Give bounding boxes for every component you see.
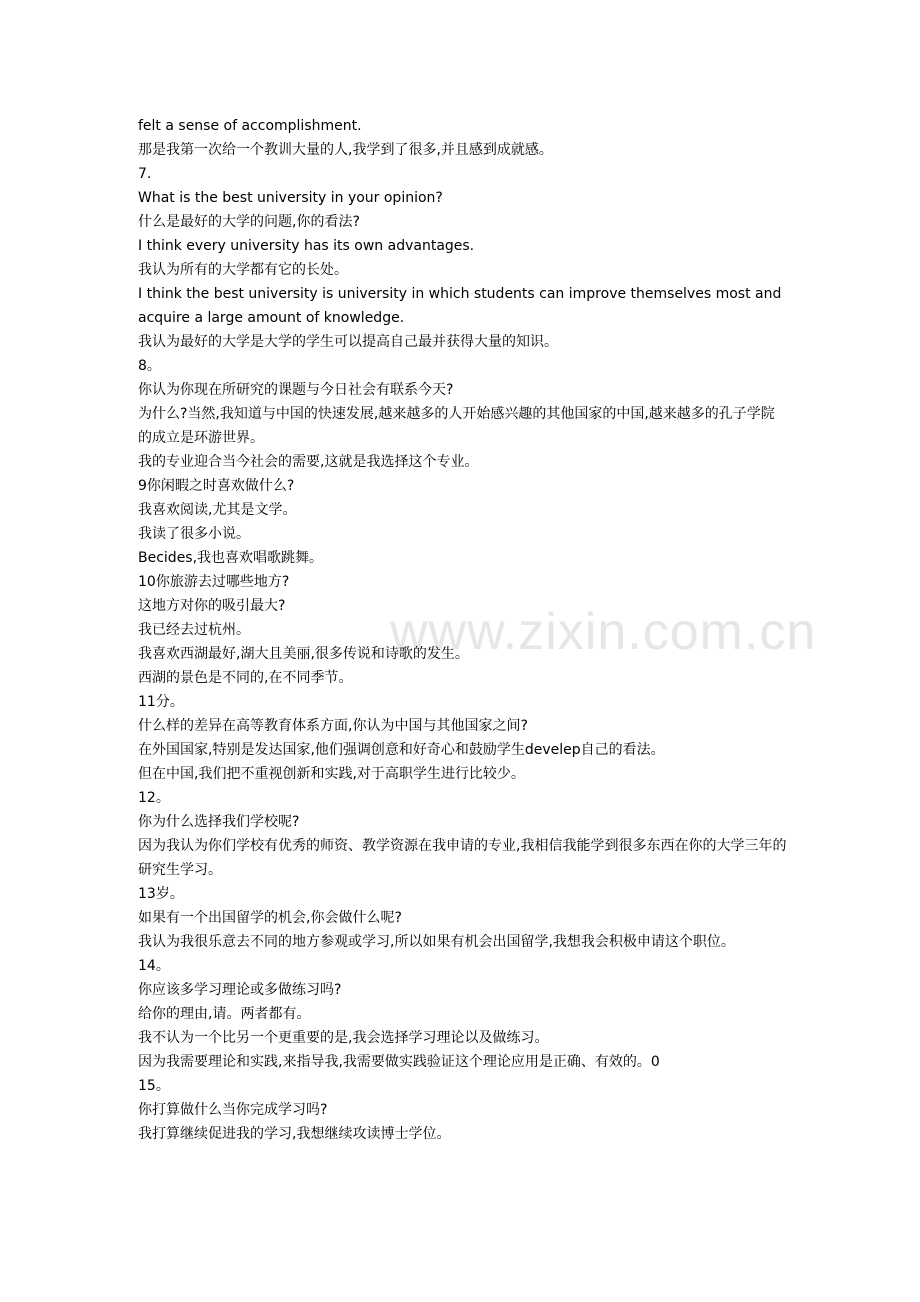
answer-text: 因为我认为你们学校有优秀的师资、教学资源在我申请的专业,我相信我能学到很多东西在你的大学三年的研究生学习。 <box>138 838 787 878</box>
answer-text: 我认为我很乐意去不同的地方参观或学习,所以如果有机会出国留学,我想我会积极申请这个职位。 <box>138 934 735 950</box>
question-text: 什么是最好的大学的问题,你的看法? <box>138 214 360 230</box>
answer-text: 我喜欢西湖最好,湖大且美丽,很多传说和诗歌的发生。 <box>138 646 469 662</box>
answer-text: 我已经去过杭州。 <box>138 622 250 638</box>
answer-text: I think the best university is university in which students can improve themselves most and acquire a large amount of knowledge. <box>138 286 782 326</box>
answer-text: 我的专业迎合当今社会的需要,这就是我选择这个专业。 <box>138 454 479 470</box>
answer-text: 我读了很多小说。 <box>138 526 250 542</box>
answer-text: I think every university has its own advantages. <box>138 238 475 254</box>
question-number: 8。 <box>138 358 161 374</box>
question-text: 你打算做什么当你完成学习吗? <box>138 1102 328 1118</box>
question-number: 12。 <box>138 790 170 806</box>
question-text: What is the best university in your opinion? <box>138 190 443 206</box>
answer-text: 我认为所有的大学都有它的长处。 <box>138 262 348 278</box>
text-line: 那是我第一次给一个教训大量的人,我学到了很多,并且感到成就感。 <box>138 142 553 158</box>
watermark: www.zixin.com.cn <box>390 603 817 661</box>
question-text: 如果有一个出国留学的机会,你会做什么呢? <box>138 910 402 926</box>
answer-text: 西湖的景色是不同的,在不同季节。 <box>138 670 353 686</box>
question-text: 什么样的差异在高等教育体系方面,你认为中国与其他国家之间? <box>138 718 528 734</box>
question-number: 14。 <box>138 958 170 974</box>
answer-text: 给你的理由,请。两者都有。 <box>138 1006 311 1022</box>
question-number: 7. <box>138 166 152 182</box>
question-number: 11分。 <box>138 694 184 710</box>
answer-text: 为什么?当然,我知道与中国的快速发展,越来越多的人开始感兴趣的其他国家的中国,越来越多的孔子学院的成立是环游世界。 <box>138 406 775 446</box>
answer-text: 我不认为一个比另一个更重要的是,我会选择学习理论以及做练习。 <box>138 1030 549 1046</box>
question-text: 你认为你现在所研究的课题与今日社会有联系今天? <box>138 382 454 398</box>
document-body <box>138 114 788 1146</box>
question-number: 15。 <box>138 1078 170 1094</box>
text-line: felt a sense of accomplishment. <box>138 118 362 134</box>
question-text: 你为什么选择我们学校呢? <box>138 814 300 830</box>
question-text: 这地方对你的吸引最大? <box>138 598 286 614</box>
question-text: 你应该多学习理论或多做练习吗? <box>138 982 342 998</box>
question-number: 13岁。 <box>138 886 184 902</box>
answer-text: Becides,我也喜欢唱歌跳舞。 <box>138 550 324 566</box>
question-text: 9你闲暇之时喜欢做什么? <box>138 478 295 494</box>
question-text: 10你旅游去过哪些地方? <box>138 574 290 590</box>
answer-text: 我打算继续促进我的学习,我想继续攻读博士学位。 <box>138 1126 451 1142</box>
answer-text: 我喜欢阅读,尤其是文学。 <box>138 502 297 518</box>
answer-text: 在外国国家,特别是发达国家,他们强调创意和好奇心和鼓励学生develep自己的看法。 <box>138 742 665 758</box>
answer-text: 但在中国,我们把不重视创新和实践,对于高职学生进行比较少。 <box>138 766 525 782</box>
answer-text: 我认为最好的大学是大学的学生可以提高自己最并获得大量的知识。 <box>138 334 558 350</box>
answer-text: 因为我需要理论和实践,来指导我,我需要做实践验证这个理论应用是正确、有效的。0 <box>138 1054 660 1070</box>
